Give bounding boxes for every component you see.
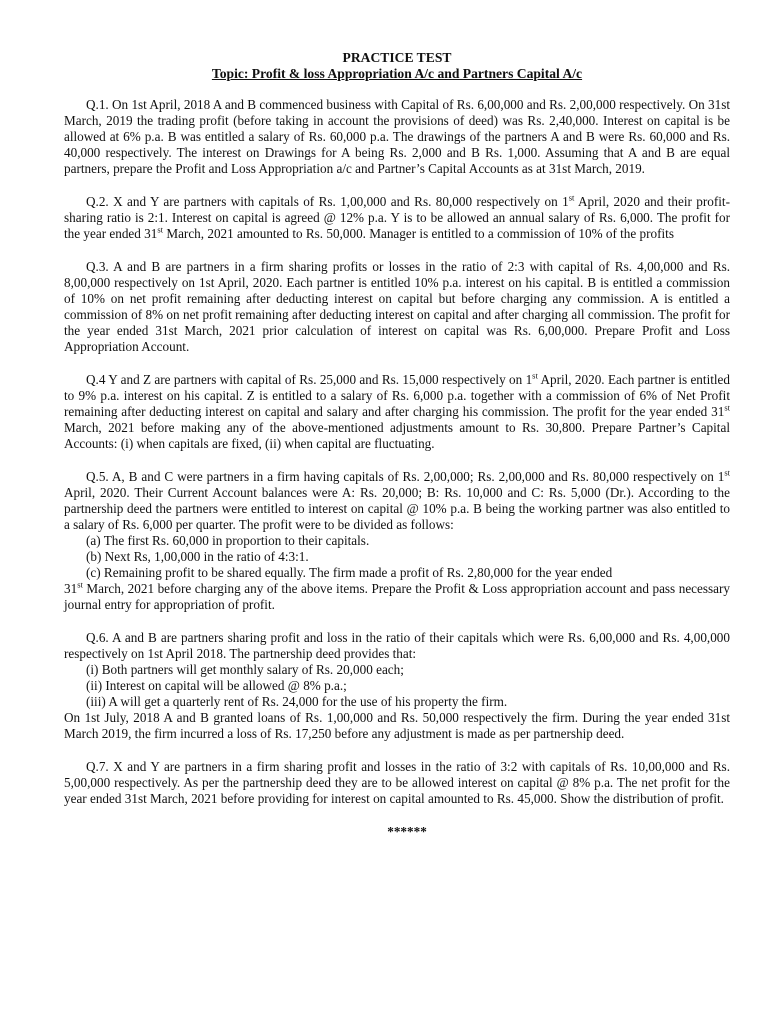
practice-test-document bbox=[64, 50, 730, 840]
question-text: Q.2. X and Y are partners with capitals of Rs. 1,00,000 and Rs. 80,000 respectively on 1st April, 2020 and their profit-sharing ratio is 2:1. Interest on capital is agreed @ 12% p.a. Y is to be allowed an annual salary of Rs. 6,000. The profit for the year ended 31st March, 2021 amounted to Rs. 50,000. Manager is entitled to a commission of 10% of the profits bbox=[64, 192, 730, 241]
question-block bbox=[64, 469, 730, 613]
question-text: Q.1. On 1st April, 2018 A and B commenced business with Capital of Rs. 6,00,000 and Rs. 2,00,000 respectively. On 31st March, 2019 the trading profit (before taking in account the provisions of deed) was Rs. 2,40,000. Interest on capital is be allowed at 6% p.a. B was entitled a salary of Rs. 60,000 p.a. The drawings of the partners A and B were Rs. 60,000 and Rs. 40,000 respectively. The interest on Drawings for A being Rs. 2,000 and B Rs. 1,000. Assuming that A and B are equal partners, prepare the Profit and Loss Appropriation a/c and Partner’s Capital Accounts as at 31st March, 2019. bbox=[64, 97, 730, 176]
question-subitem: (iii) A will get a quarterly rent of Rs. 24,000 for the use of his property the firm. bbox=[86, 694, 508, 709]
question-block bbox=[64, 630, 730, 742]
question-subitem: (a) The first Rs. 60,000 in proportion to their capitals. bbox=[86, 533, 370, 548]
document-title: PRACTICE TEST bbox=[342, 50, 452, 65]
question-block bbox=[64, 259, 730, 355]
question-subitem: (b) Next Rs, 1,00,000 in the ratio of 4:3:1. bbox=[86, 549, 309, 564]
question-subitem: (ii) Interest on capital will be allowed @ 8% p.a.; bbox=[86, 678, 347, 693]
question-block bbox=[64, 97, 730, 177]
question-text: Q.5. A, B and C were partners in a firm having capitals of Rs. 2,00,000; Rs. 2,00,000 and Rs. 80,000 respectively on 1st April, 2020. Their Current Account balances were A: Rs. 20,000; B: Rs. 10,000 and C: Rs. 5,000 (Dr.). According to the partnership deed the partners were entitled to interest on capital @ 10% p.a. B being the working partner was also entitled to a salary of Rs. 6,000 per quarter. The profit were to be divided as follows: bbox=[64, 467, 730, 532]
question-subitem: (i) Both partners will get monthly salary of Rs. 20,000 each; bbox=[86, 662, 404, 677]
question-subitem: (c) Remaining profit to be shared equally. The firm made a profit of Rs. 2,80,000 for the year ended bbox=[86, 565, 613, 580]
question-text: Q.3. A and B are partners in a firm sharing profits or losses in the ratio of 2:3 with capital of Rs. 4,00,000 and Rs. 8,00,000 respectively on 1st April, 2020. Each partner is entitled 10% p.a. interest on his capital. B is entitled a commission of 10% on net profit remaining after deducting interest on capital but before charging any commission. A is entitled a commission of 8% on net profit remaining after deducting interest on capital and after charging all commission. The profit for the year ended 31st March, 2021 prior calculation of interest on capital was Rs. 6,00,000. Prepare Profit and Loss Appropriation Account. bbox=[64, 259, 730, 354]
question-text: Q.7. X and Y are partners in a firm sharing profit and losses in the ratio of 3:2 with capitals of Rs. 10,00,000 and Rs. 5,00,000 respectively. As per the partnership deed they are to be allowed interest on capital @ 8% p.a. The net profit for the year ended 31st March, 2021 before providing for interest on capital amounted to Rs. 45,000. Show the distribution of profit. bbox=[64, 759, 730, 806]
document-subtitle: Topic: Profit & loss Appropriation A/c and Partners Capital A/c bbox=[211, 66, 583, 81]
question-list bbox=[64, 97, 730, 807]
question-continuation: 31st March, 2021 before charging any of the above items. Prepare the Profit & Loss appropriation account and pass necessary journal entry for appropriation of profit. bbox=[64, 579, 730, 612]
question-continuation: On 1st July, 2018 A and B granted loans of Rs. 1,00,000 and Rs. 50,000 respectively the firm. During the year ended 31st March 2019, the firm incurred a loss of Rs. 17,250 before any adjustment is made as per partnership deed. bbox=[64, 710, 730, 741]
question-block bbox=[64, 194, 730, 242]
question-text: Q.4 Y and Z are partners with capital of Rs. 25,000 and Rs. 15,000 respectively on 1st April, 2020. Each partner is entitled to 9% p.a. interest on his capital. Z is entitled to a salary of Rs. 6,000 p.a. together with a commission of 6% of Net Profit remaining after deducting interest on capital and salary and after charging his commission. The profit for the year ended 31st March, 2021 before making any of the above-mentioned adjustments amount to Rs. 30,800. Prepare Partner’s Capital Accounts: (i) when capitals are fixed, (ii) when capital are fluctuating. bbox=[64, 370, 731, 451]
end-marker: ****** bbox=[387, 824, 427, 839]
question-text: Q.6. A and B are partners sharing profit and loss in the ratio of their capitals which were Rs. 6,00,000 and Rs. 4,00,000 respectively on 1st April 2018. The partnership deed provides that: bbox=[64, 630, 730, 661]
question-block bbox=[64, 372, 730, 452]
question-block bbox=[64, 759, 730, 807]
